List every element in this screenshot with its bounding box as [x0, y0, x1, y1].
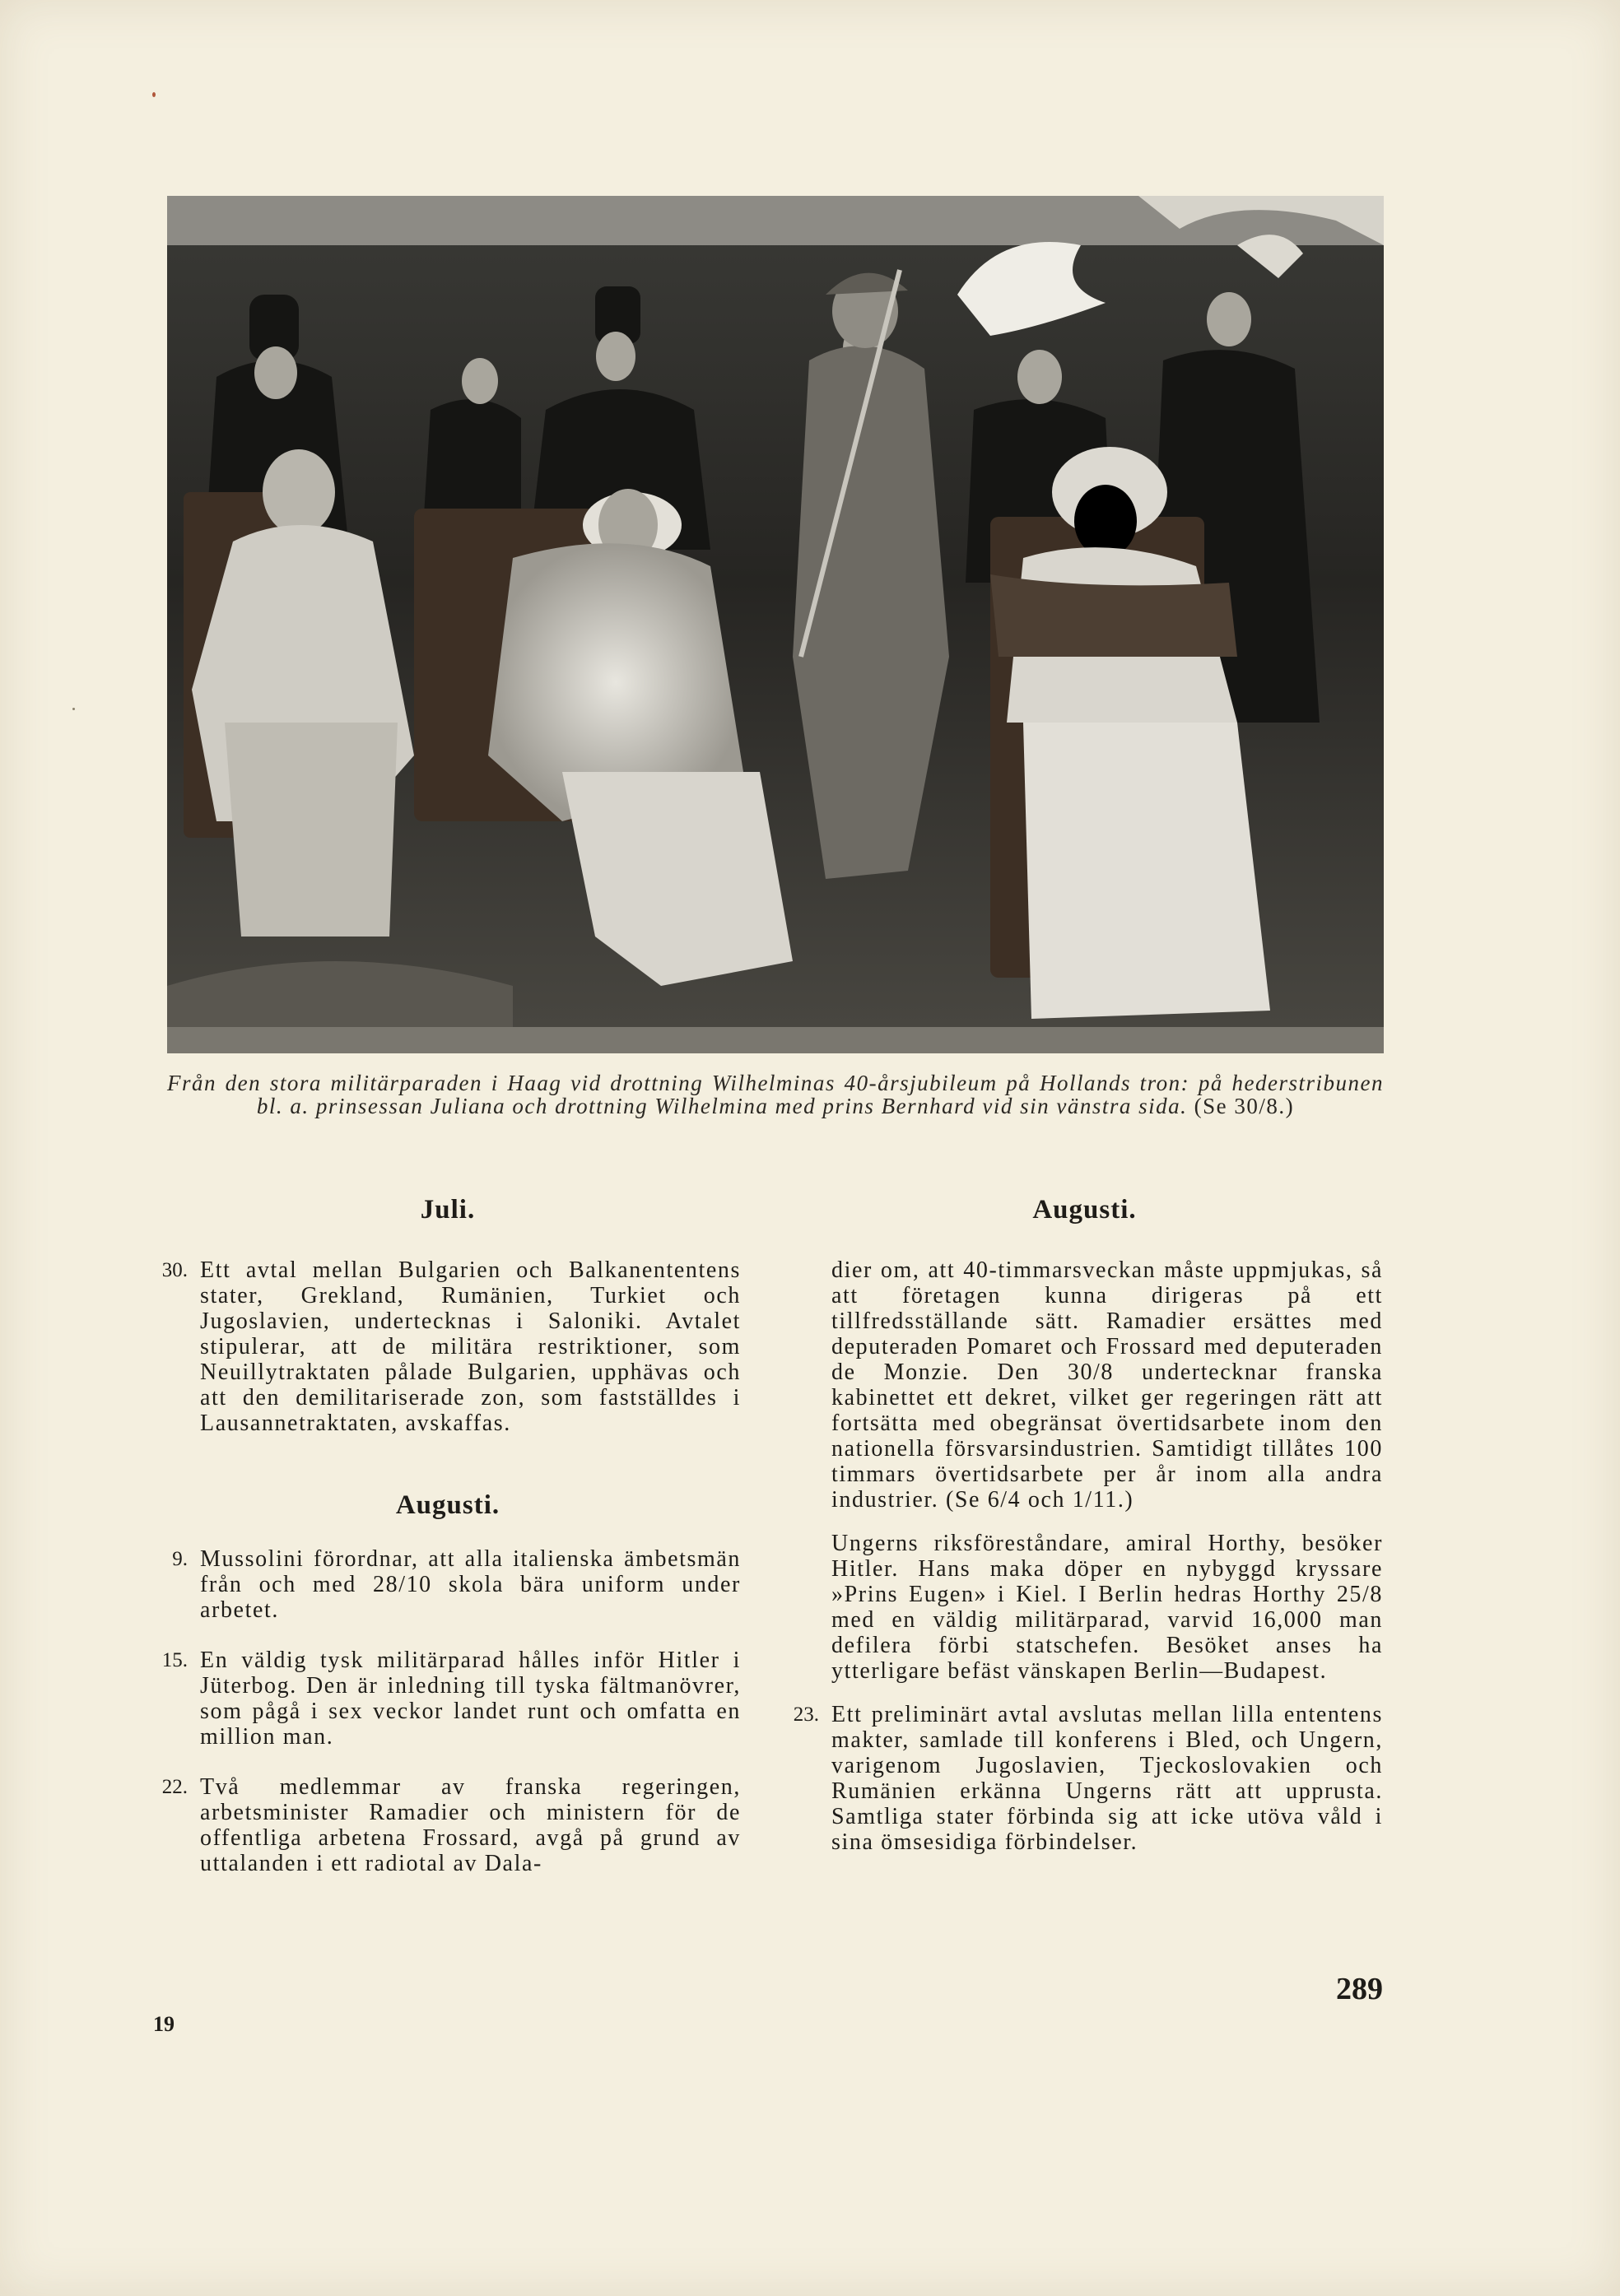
- chronicle-entry: [155, 1546, 741, 1623]
- chronicle-entry: [155, 1257, 741, 1436]
- ink-speck: [72, 708, 75, 710]
- chronicle-entry: [155, 1648, 741, 1750]
- right-column: [786, 1193, 1383, 1880]
- horthy-paragraph: Ungerns riksföreståndare, amiral Horthy, besöker Hitler. Hans maka döper en nybyggd kryssare »Prins Eugen» i Kiel. I Berlin hedras Horthy 25/8 med en väldig militärparad, varvid 16,000 man defilera förbi statschefen. Besöket anses ha ytterligare befäst vänskapen Berlin—Budapest.: [831, 1531, 1383, 1684]
- month-heading-augusti: Augusti.: [395, 1490, 500, 1520]
- month-heading-juli: Juli.: [420, 1195, 476, 1225]
- entry-day: 9.: [172, 1548, 188, 1570]
- entry-text: Två medlemmar av franska regeringen, arbetsminister Ramadier och ministern för de offentliga arbetena Frossard, avgå på grund av uttalanden i ett radiotal av Dala-: [200, 1774, 741, 1876]
- chronicle-entry: [786, 1702, 1383, 1855]
- caption-text: Från den stora militärparaden i Haag vid drottning Wilhelminas 40-årsjubileum på Hollands tron: på hederstribunen bl. a. prinsessan Juliana och drottning Wilhelmina med prins Bernhard vid sin vänstra sida.: [167, 1071, 1384, 1118]
- entry-text: Mussolini förordnar, att alla italienska ämbetsmän från och med 28/10 skola bära uniform under arbetet.: [200, 1546, 741, 1623]
- entry-text: En väldig tysk militärparad hålles inför Hitler i Jüterbog. Den är inledning till tyska fältmanövrer, som pågå i sex veckor landet runt och omfatta en million man.: [200, 1648, 741, 1750]
- photograph-icon: [167, 196, 1384, 1053]
- parade-photograph: [167, 196, 1384, 1053]
- continued-paragraph: dier om, att 40-timmarsveckan måste uppmjukas, så att företagen kunna dirigeras på ett tillfredsställande sätt. Ramadier ersättes med deputeraden Pomaret och Frossard med deputeraden de Monzie. Den 30/8 undertecknar franska kabinettet ett dekret, vilket ger regeringen rätt att fortsätta med obegränsat övertidsarbete inom den nationella försvarsindustrien. Samtidigt tillåtes 100 timmars övertidsarbete per år inom alla andra industrier. (Se 6/4 och 1/11.): [831, 1257, 1383, 1513]
- chronicle-entry: [155, 1774, 741, 1876]
- printer-signature: 19: [153, 2012, 175, 2036]
- entry-text: Ett preliminärt avtal avslutas mellan lilla ententens makter, samlade till konferens i Bled, och Ungern, varigenom Jugoslavien, Tjeckoslovakien och Rumänien erkänna Ungerns rätt att upprusta. Samtliga stater förbinda sig att icke utöva våld i sina ömsesidiga förbindelser.: [831, 1702, 1383, 1855]
- entry-day: 22.: [161, 1776, 188, 1798]
- entry-text: Ett avtal mellan Bulgarien och Balkanententens stater, Grekland, Rumänien, Turkiet och Jugoslavien, undertecknas i Saloniki. Avtalet stipulerar, att de militära restriktioner, som Neuillytraktaten pålade Bulgarien, upphävas och att den demilitariserade zon, som fastställdes i Lausannetraktaten, avskaffas.: [200, 1257, 741, 1436]
- entry-day: 30.: [161, 1259, 188, 1281]
- photo-caption: [167, 1071, 1384, 1118]
- caption-reference: (Se 30/8.): [1194, 1094, 1295, 1118]
- entry-day: 15.: [161, 1649, 188, 1671]
- page-number: 289: [1336, 1972, 1383, 2006]
- entry-day: 23.: [793, 1703, 819, 1726]
- left-column: [155, 1193, 741, 1901]
- month-heading-augusti: Augusti.: [1032, 1195, 1137, 1225]
- ink-speck: [152, 92, 156, 97]
